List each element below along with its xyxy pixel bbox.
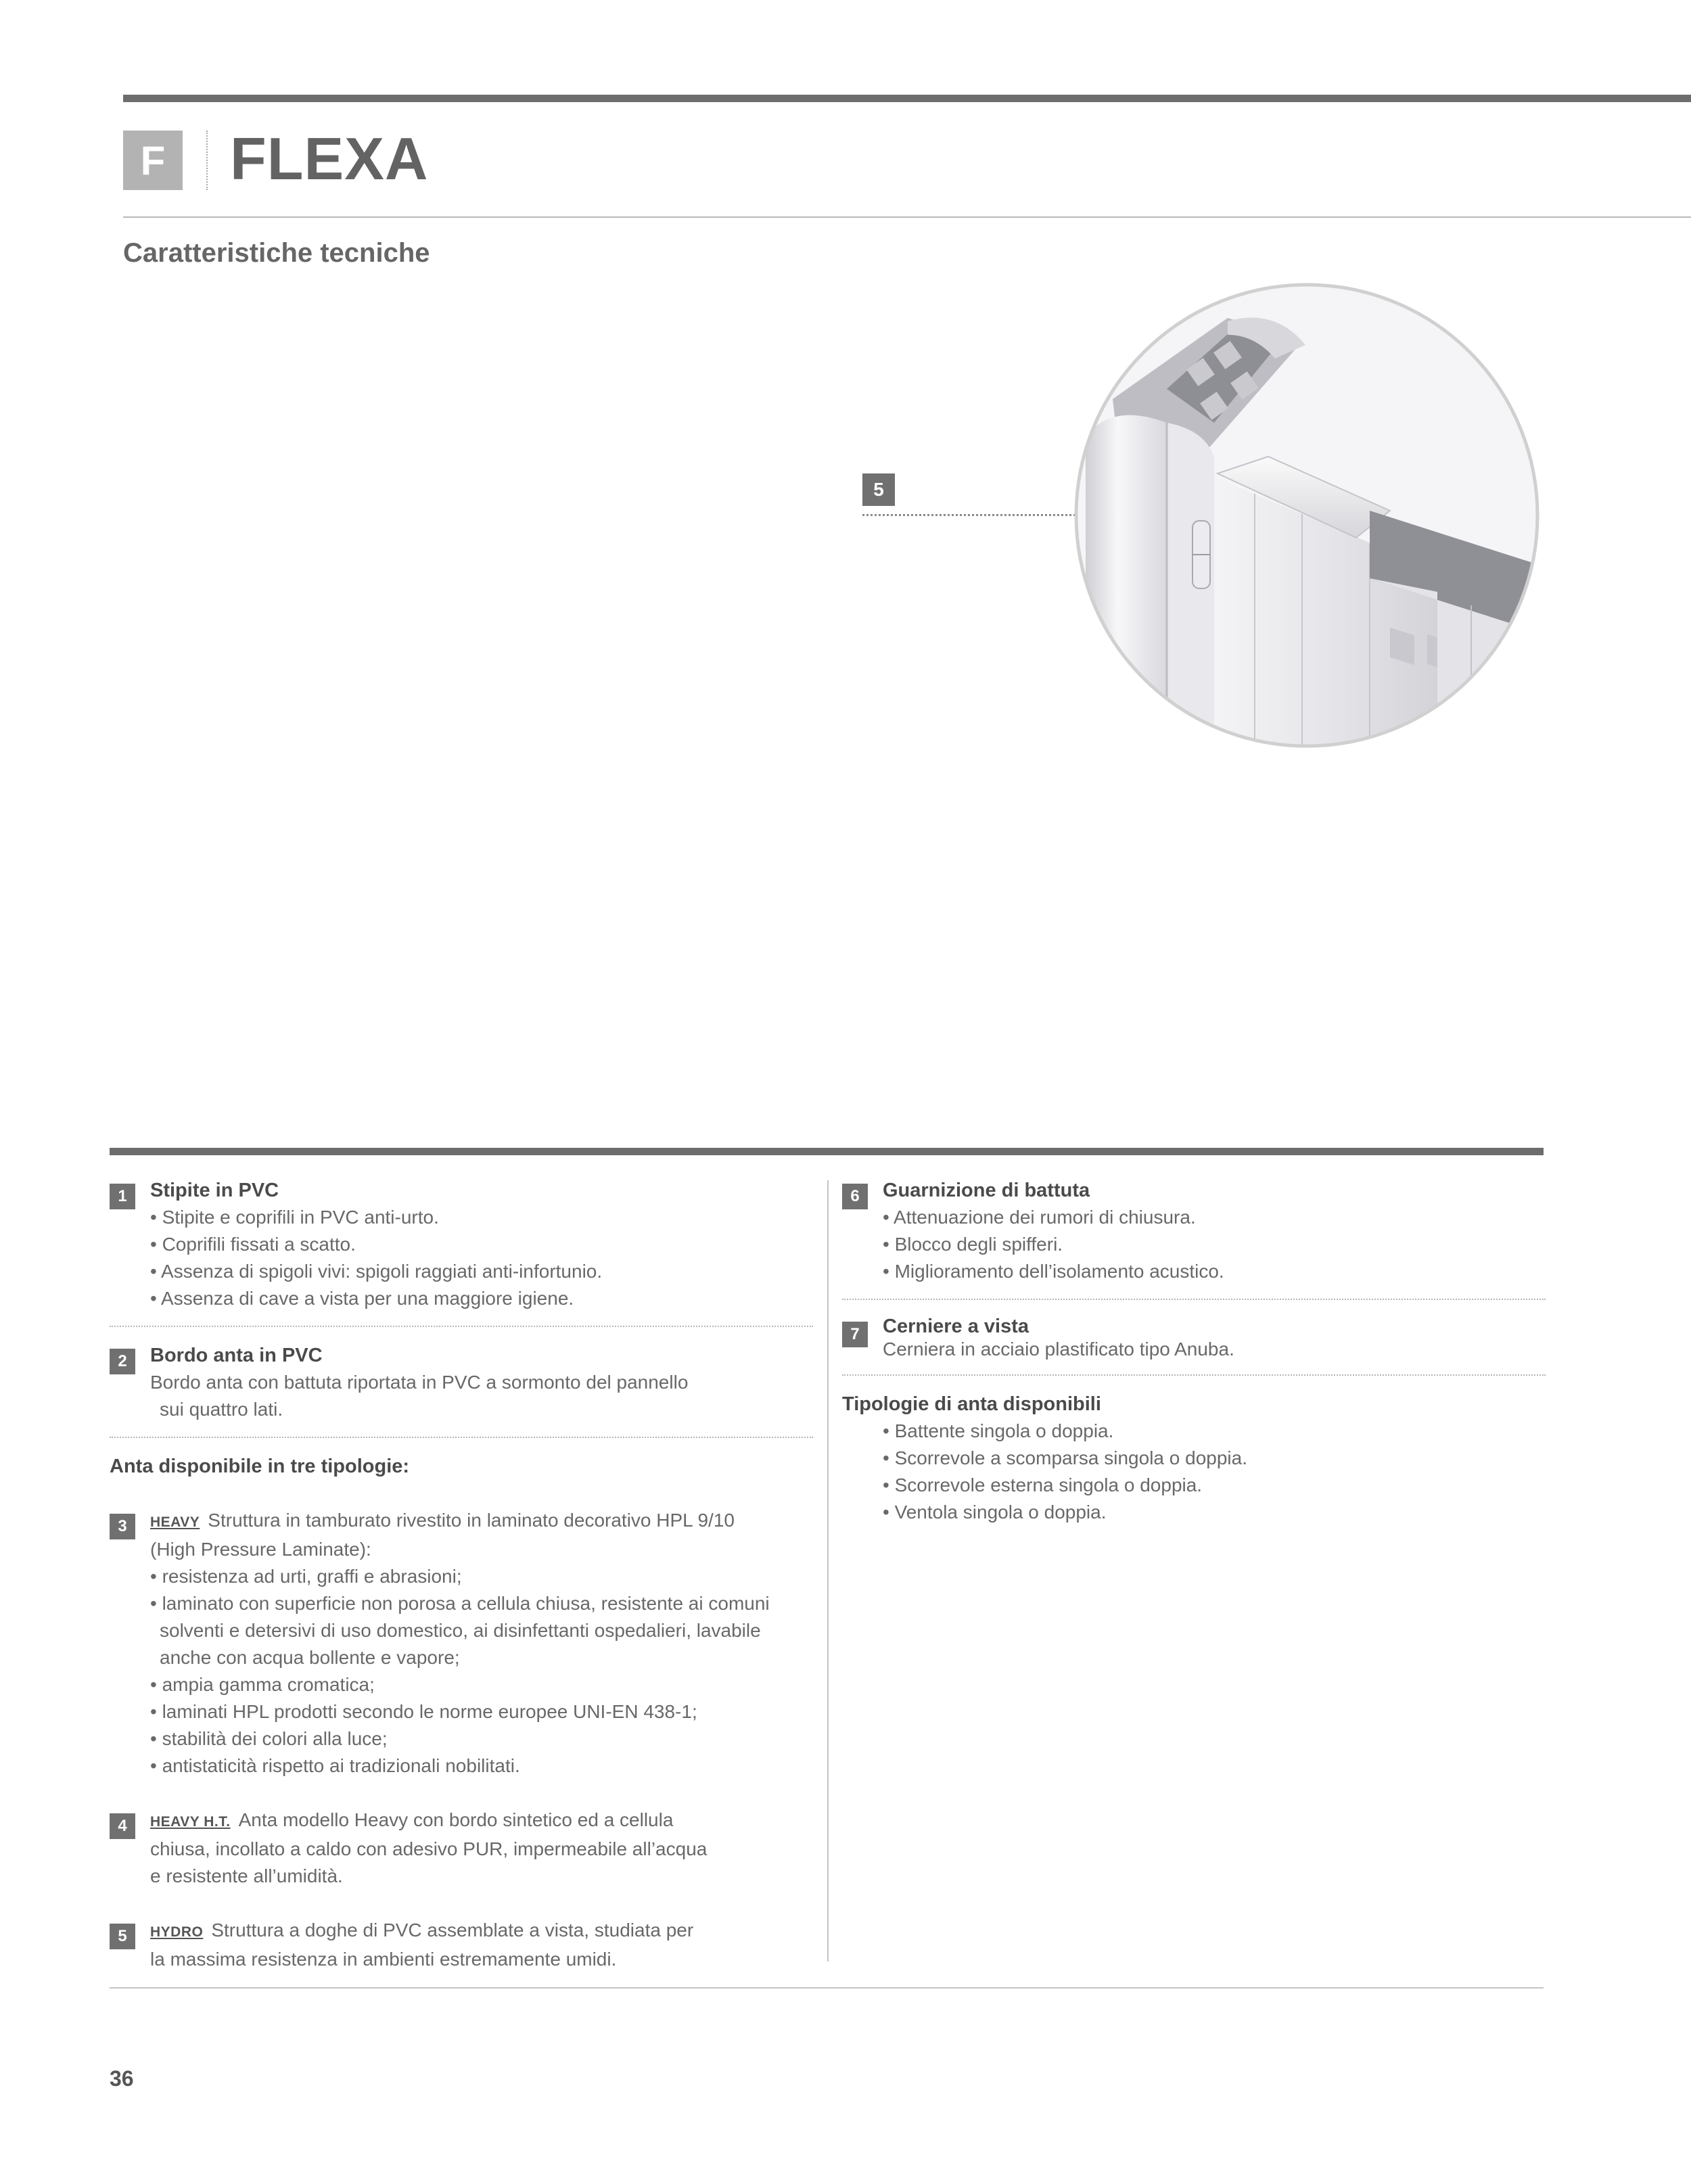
spec-bullet: • antistaticità rispetto ai tradizionali nobilitati. <box>150 1755 520 1776</box>
product-detail-image <box>1072 281 1542 751</box>
spec-text: e resistente all’umidità. <box>150 1865 343 1886</box>
model-tag-heavy: HEAVY <box>150 1514 200 1530</box>
page-number: 36 <box>110 2066 134 2091</box>
dotted-divider <box>842 1299 1546 1300</box>
spec-number-badge: 2 <box>110 1349 135 1374</box>
spec-number-badge: 4 <box>110 1813 135 1839</box>
spec-title: Guarnizione di battuta <box>883 1180 1090 1201</box>
spec-bullet: anche con acqua bollente e vapore; <box>160 1647 460 1668</box>
tipologie-heading: Tipologie di anta disponibili <box>842 1393 1101 1415</box>
spec-text: Struttura a doghe di PVC assemblate a vista, studiata per <box>211 1920 694 1941</box>
spec-title: Bordo anta in PVC <box>150 1345 323 1366</box>
spec-number-badge: 1 <box>110 1184 135 1209</box>
specs-left-column <box>110 1177 813 1973</box>
spec-bullet: • resistenza ad urti, graffi e abrasioni; <box>150 1566 462 1587</box>
tipologie-item: • Scorrevole esterna singola o doppia. <box>883 1474 1203 1495</box>
spec-bullet: • Attenuazione dei rumori di chiusura. <box>883 1207 1196 1228</box>
spec-bullet: • Assenza di cave a vista per una maggiore igiene. <box>150 1288 574 1309</box>
header-divider <box>123 216 1691 218</box>
spec-bullet: • ampia gamma cromatica; <box>150 1674 375 1695</box>
spec-bullet: • Stipite e coprifili in PVC anti-urto. <box>150 1207 439 1228</box>
tipologie-list <box>842 1418 1546 1526</box>
spec-text: Anta modello Heavy con bordo sintetico ed a cellula <box>238 1809 674 1830</box>
spec-bullet: • laminati HPL prodotti secondo le norme europee UNI-EN 438-1; <box>150 1701 697 1722</box>
spec-text: Cerniera in acciaio plastificato tipo Anuba. <box>883 1339 1234 1360</box>
spec-number-badge: 7 <box>842 1322 868 1347</box>
spec-text: la massima resistenza in ambienti estremamente umidi. <box>150 1949 617 1970</box>
spec-bullet: • laminato con superficie non porosa a cellula chiusa, resistente ai comuni <box>150 1593 770 1614</box>
column-divider <box>827 1180 829 1961</box>
dotted-divider <box>110 1437 813 1438</box>
spec-section-4 <box>110 1807 813 1890</box>
spec-number-badge: 5 <box>110 1924 135 1949</box>
specs-bottom-rule <box>110 1987 1544 1989</box>
tipologie-item: • Scorrevole a scomparsa singola o doppia. <box>883 1447 1247 1468</box>
spec-section-5 <box>110 1917 813 1973</box>
model-tag-heavy-ht: HEAVY H.T. <box>150 1814 231 1830</box>
tipologie-item: • Ventola singola o doppia. <box>883 1502 1107 1523</box>
model-tag-hydro: HYDRO <box>150 1924 204 1940</box>
spec-section-6 <box>842 1177 1546 1285</box>
tipologie-item: • Battente singola o doppia. <box>883 1420 1114 1441</box>
page-title: FLEXA <box>230 125 429 192</box>
figure-callout-leader <box>862 514 1075 516</box>
spec-bullet: • stabilità dei colori alla luce; <box>150 1728 388 1749</box>
section-letter-badge: F <box>123 131 183 190</box>
spec-bullet: • Assenza di spigoli vivi: spigoli raggiati anti-infortunio. <box>150 1261 603 1282</box>
spec-section-1 <box>110 1177 813 1312</box>
spec-text: chiusa, incollato a caldo con adesivo PUR, impermeabile all’acqua <box>150 1838 708 1859</box>
spec-bullet: • Coprifili fissati a scatto. <box>150 1234 356 1255</box>
figure-callout-badge: 5 <box>862 473 895 506</box>
spec-section-7 <box>842 1315 1546 1361</box>
dotted-divider <box>110 1326 813 1327</box>
title-separator <box>206 131 208 190</box>
specs-right-column <box>842 1177 1546 1526</box>
spec-number-badge: 6 <box>842 1184 868 1209</box>
spec-text: sui quattro lati. <box>160 1399 283 1420</box>
spec-section-3 <box>110 1507 813 1780</box>
spec-title: Stipite in PVC <box>150 1180 279 1201</box>
spec-bullet: solventi e detersivi di uso domestico, ai disinfettanti ospedalieri, lavabile <box>160 1620 761 1641</box>
spec-bullet: • Miglioramento dell’isolamento acustico. <box>883 1261 1224 1282</box>
anta-types-heading: Anta disponibile in tre tipologie: <box>110 1456 410 1477</box>
door-profile-illustration <box>1072 281 1542 751</box>
spec-bullet: • Blocco degli spifferi. <box>883 1234 1063 1255</box>
spec-section-2 <box>110 1342 813 1423</box>
spec-number-badge: 3 <box>110 1514 135 1539</box>
spec-title: Cerniere a vista <box>883 1316 1029 1337</box>
specs-top-rule <box>110 1148 1544 1155</box>
spec-text: (High Pressure Laminate): <box>150 1539 371 1560</box>
dotted-divider <box>842 1374 1546 1376</box>
spec-text: Bordo anta con battuta riportata in PVC a sormonto del pannello <box>150 1372 689 1393</box>
spec-text: Struttura in tamburato rivestito in laminato decorativo HPL 9/10 <box>208 1510 735 1531</box>
header-top-rule <box>123 95 1691 102</box>
page-subtitle: Caratteristiche tecniche <box>123 238 430 268</box>
